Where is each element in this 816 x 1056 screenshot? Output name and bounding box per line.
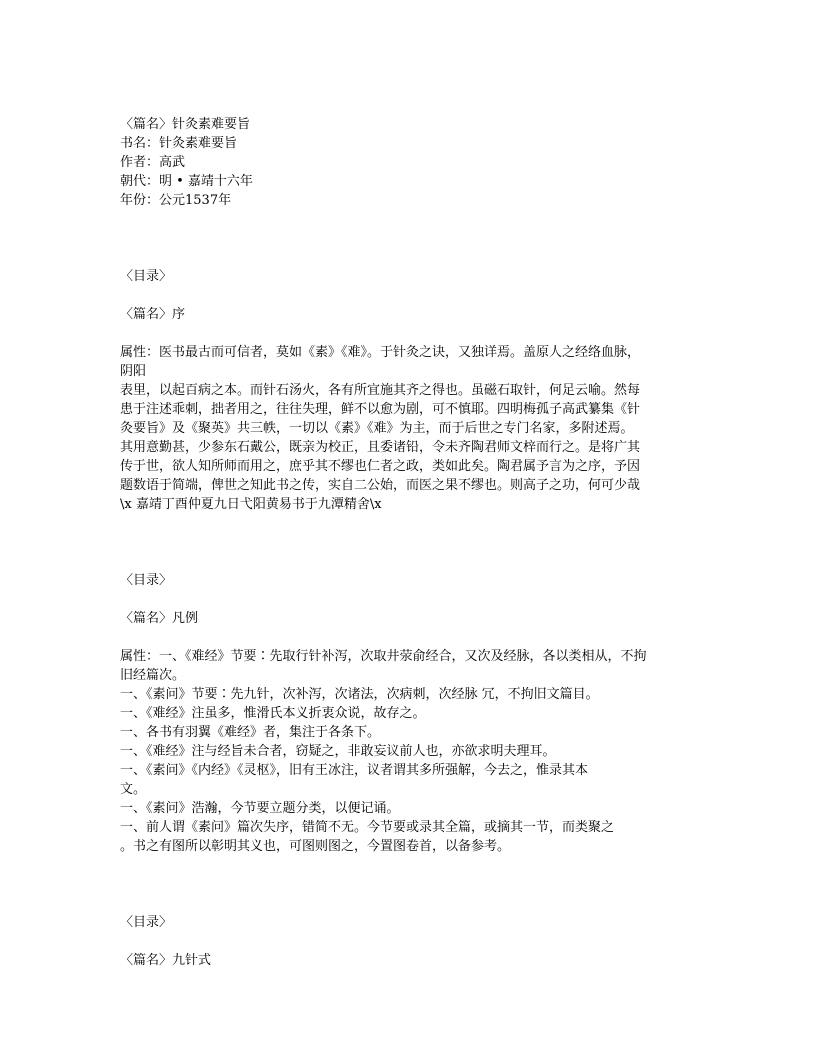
body-line: 一、各书有羽翼《难经》者，集注于各条下。 [120,725,381,740]
section-nine-needles [120,913,710,970]
header-title: 〈篇名〉针灸素难要旨 [120,117,251,132]
section-body [120,647,710,856]
body-line: 患于注述乖刺，拙者用之，往往失理，鲜不以愈为剧，可不慎耶。四明梅孤子高武纂集《针 [120,402,641,417]
body-line: 表里，以起百病之本。而针石汤火，各有所宜施其齐之得也。虽磁石取针，何足云喻。然每 [120,383,641,398]
header-dynasty: 朝代：明 • 嘉靖十六年 [120,174,253,189]
section-body [120,343,710,514]
body-line: 灸要旨》及《聚英》共三帙，一切以《素》《难》为主，而于后世之专门名家，多附述焉。 [120,421,634,436]
body-line: 旧经篇次。 [120,668,186,683]
body-line: 文。 [120,782,147,797]
section-preface [120,267,710,514]
body-line: 阴阳 [120,364,147,379]
body-line: 一、《素问》节要∶先九针，次补泻，次诸法，次病刺，次经脉 冗，不拘旧文篇目。 [120,687,599,702]
section-title: 〈篇名〉序 [120,307,186,322]
book-header [120,115,710,210]
body-line: 传于世，欲人知所师而用之，庶乎其不缪也仁者之政，类如此矣。陶君属予言为之序，予因 [120,459,641,474]
header-author: 作者：高武 [120,155,186,170]
body-line: 题数语于简端，俾世之知此书之传，实自二公始，而医之果不缪也。则高子之功，何可少哉 [120,478,641,493]
header-year: 年份：公元1537年 [120,193,232,208]
body-line: 一、《素问》《内经》《灵枢》，旧有王冰注，议者谓其多所强解，今去之，惟录其本 [120,763,589,778]
document-page [120,115,710,970]
section-general-rules [120,571,710,856]
body-line: 一、《难经》注虽多，惟滑氏本义折衷众说，故存之。 [120,706,426,721]
toc-label: 〈目录〉 [120,573,173,588]
toc-label: 〈目录〉 [120,915,173,930]
section-title: 〈篇名〉凡例 [120,611,199,626]
body-line: 一、《难经》注与经旨未合者，窃疑之，非敢妄议前人也，亦欲求明夫理耳。 [120,744,556,759]
toc-label: 〈目录〉 [120,269,173,284]
body-line: 。书之有图所以彰明其义也，可图则图之，今置图卷首，以备参考。 [120,839,511,854]
body-line: 属性：医书最古而可信者，莫如《素》《难》。于针灸之诀，又独详焉。盖原人之经络血脉， [120,345,641,360]
body-line: 其用意勤甚，少参东石戴公，既亲为校正，且委诸铅，令未齐陶君师文梓而行之。是将广其 [120,440,641,455]
body-line: 一、前人谓《素问》篇次失序，错简不无。今节要或录其全篇，或摘其一节，而类聚之 [120,820,615,835]
body-line: 属性：一、《难经》节要∶先取行针补泻，次取井荥俞经合，又次及经脉，各以类相从，不拘 [120,649,647,664]
header-book-name: 书名：针灸素难要旨 [120,136,238,151]
section-title: 〈篇名〉九针式 [120,953,212,968]
body-line: 一、《素问》浩瀚，今节要立题分类，以便记诵。 [120,801,400,816]
body-line: \x 嘉靖丁酉仲夏九日弋阳黄易书于九潭精舍\x [120,497,382,512]
